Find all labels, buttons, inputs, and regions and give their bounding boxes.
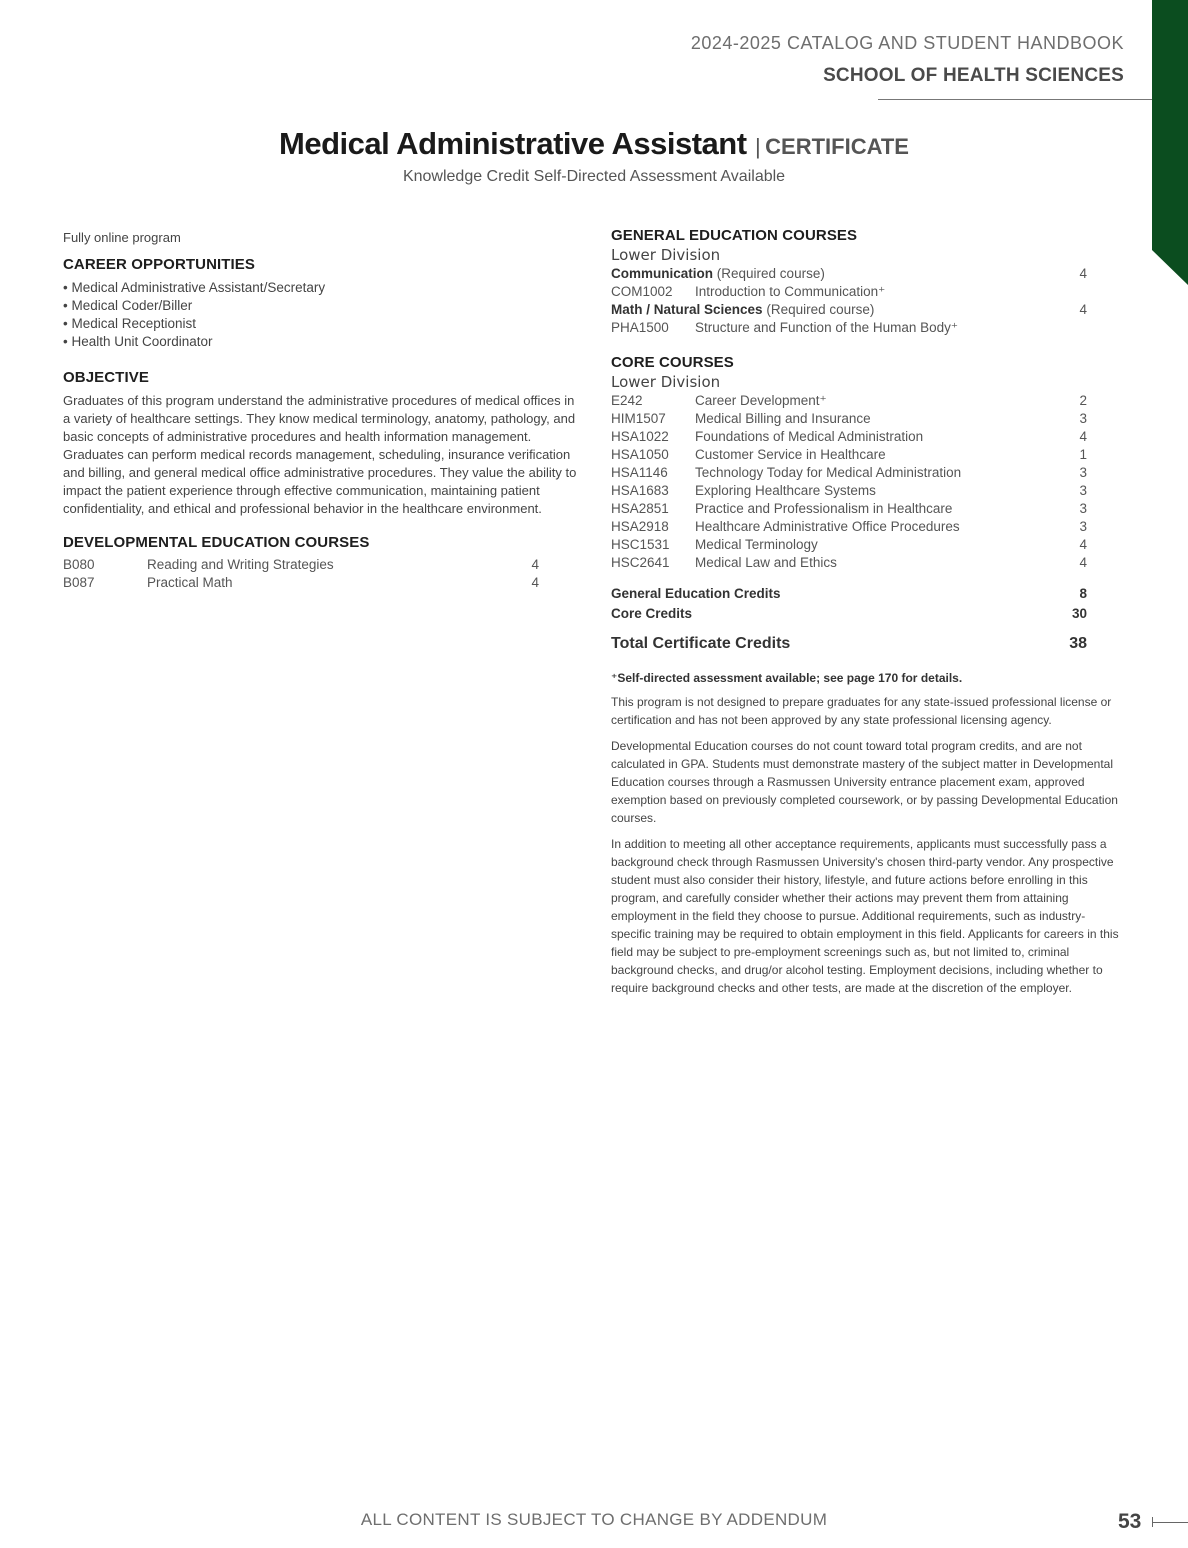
course-group-requirement: (Required course) xyxy=(716,266,825,281)
course-code: B087 xyxy=(63,575,95,590)
page-number-tick xyxy=(1152,1517,1153,1527)
gen-ed-table xyxy=(611,266,1087,338)
credit-totals xyxy=(611,583,1087,653)
total-credits-value: 38 xyxy=(1069,635,1087,652)
course-group-name: Math / Natural Sciences xyxy=(611,302,763,317)
career-item: • Medical Receptionist xyxy=(63,315,583,333)
course-name: Practice and Professionalism in Healthcare xyxy=(695,501,953,516)
course-name: Career Development⁺ xyxy=(695,393,827,408)
school-header: SCHOOL OF HEALTH SCIENCES xyxy=(823,65,1124,86)
course-name: Introduction to Communication⁺ xyxy=(695,284,886,299)
online-note: Fully online program xyxy=(63,230,181,245)
course-name: Structure and Function of the Human Body⁺ xyxy=(695,320,959,335)
course-name: Medical Terminology xyxy=(695,537,818,552)
course-credits: 3 xyxy=(1079,465,1087,480)
course-row xyxy=(63,557,539,575)
course-row xyxy=(611,465,1087,483)
course-row xyxy=(611,447,1087,465)
course-code: HSA1050 xyxy=(611,447,669,462)
course-credits: 3 xyxy=(1079,519,1087,534)
core-division: Lower Division xyxy=(611,373,721,391)
program-note: This program is not designed to prepare graduates for any state-issued professional license or certification and has not been approved by any state professional licensing agency. xyxy=(611,695,1112,727)
core-table xyxy=(611,393,1087,573)
course-code: B080 xyxy=(63,557,95,572)
self-directed-footnote: ⁺Self-directed assessment available; see page 170 for details. xyxy=(611,671,963,685)
course-name: Exploring Healthcare Systems xyxy=(695,483,876,498)
career-heading: CAREER OPPORTUNITIES xyxy=(63,256,256,273)
core-credits-value: 30 xyxy=(1071,605,1087,621)
course-code: HSA1683 xyxy=(611,483,669,498)
course-name: Practical Math xyxy=(147,575,233,590)
header-divider xyxy=(878,99,1152,100)
course-credits: 4 xyxy=(1079,555,1087,570)
program-note: Developmental Education courses do not count toward total program credits, and are not calculated in GPA. Students must demonstrate mastery of the subject matter in Developmental Education courses through a Rasmussen University entrance placement exam, approved exemption based on previously completed coursework, or by passing Developmental Education courses. xyxy=(611,739,1118,825)
program-subtitle: Knowledge Credit Self-Directed Assessment Available xyxy=(402,168,786,185)
course-row xyxy=(611,537,1087,555)
course-credits: 4 xyxy=(1079,429,1087,444)
course-code: HSA1022 xyxy=(611,429,669,444)
course-code: PHA1500 xyxy=(611,320,669,335)
course-name: Medical Billing and Insurance xyxy=(695,411,871,426)
course-credits: 3 xyxy=(1079,483,1087,498)
core-credits-row xyxy=(611,603,1087,623)
course-credits-empty xyxy=(1047,284,1087,302)
course-credits: 4 xyxy=(531,557,539,572)
gen-ed-credits-value: 8 xyxy=(1079,585,1087,601)
objective-heading: OBJECTIVE xyxy=(63,369,149,386)
program-note: In addition to meeting all other acceptance requirements, applicants must successfully pass a background check through Rasmussen University's chosen third-party vendor. Any prospective student must also consider their history, lifestyle, and future actions before enrolling in this program, and carefully consider whether their actions may prevent them from attaining employment in the field they choose to pursue. Additional requirements, such as industry-specific training may be required to obtain employment in this field. Applicants for careers in this field may be subject to pre-employment screenings such as, but not limited to, criminal background checks, and drug/or alcohol testing. Employment decisions, including whether to require background checks and other tests, are made at the discretion of the employer. xyxy=(611,837,1119,995)
course-credits: 4 xyxy=(531,575,539,590)
gen-ed-division: Lower Division xyxy=(611,246,721,264)
course-credits: 3 xyxy=(1079,411,1087,426)
course-group-row xyxy=(611,302,1087,320)
course-code: COM1002 xyxy=(611,284,673,299)
course-row xyxy=(611,555,1087,573)
course-row xyxy=(611,519,1087,537)
course-row xyxy=(611,411,1087,429)
dev-ed-heading: DEVELOPMENTAL EDUCATION COURSES xyxy=(63,534,370,551)
course-credits: 3 xyxy=(1079,501,1087,516)
course-code: HIM1507 xyxy=(611,411,666,426)
page-title xyxy=(0,126,1188,162)
course-name: Technology Today for Medical Administration xyxy=(695,465,962,480)
course-row xyxy=(611,483,1087,501)
left-column xyxy=(63,230,583,593)
course-group-name: Communication xyxy=(611,266,714,281)
course-code: HSC2641 xyxy=(611,555,670,570)
course-group-row xyxy=(611,266,1087,284)
course-group-credits: 4 xyxy=(1079,266,1087,281)
course-code: HSA2918 xyxy=(611,519,669,534)
course-group-cell xyxy=(611,266,1047,284)
gen-ed-heading: GENERAL EDUCATION COURSES xyxy=(611,227,858,244)
course-name: Customer Service in Healthcare xyxy=(695,447,886,462)
total-credits-label: Total Certificate Credits xyxy=(611,635,791,652)
course-row xyxy=(611,320,1087,338)
page-number: 53 xyxy=(1118,1510,1142,1533)
right-column xyxy=(611,227,1121,997)
course-row xyxy=(611,429,1087,447)
title-separator: | xyxy=(754,134,761,159)
course-name: Medical Law and Ethics xyxy=(695,555,837,570)
total-credits-row xyxy=(611,623,1087,653)
course-credits: 4 xyxy=(1079,537,1087,552)
course-row xyxy=(611,393,1087,411)
course-code: HSA2851 xyxy=(611,501,669,516)
course-group-cell xyxy=(611,302,1047,320)
program-type: CERTIFICATE xyxy=(765,134,909,159)
course-name: Healthcare Administrative Office Procedures xyxy=(695,519,960,534)
career-list xyxy=(63,279,583,351)
course-credits-empty xyxy=(1047,320,1087,338)
course-row xyxy=(63,575,539,593)
objective-text: Graduates of this program understand the administrative procedures of medical offices in a variety of healthcare settings. They know medical terminology, anatomy, pathology, and basic concepts of administrative procedures and health information management. Graduates can perform medical records management, scheduling, insurance verification and billing, and general medical office administrative procedures. They value the ability to impact the patient experience through effective communication, maintaining patient confidentiality, and ethical and professional behavior in the healthcare environment. xyxy=(63,393,577,516)
program-notes xyxy=(611,693,1121,997)
course-group-requirement: (Required course) xyxy=(766,302,875,317)
page-number-rule xyxy=(1152,1522,1188,1523)
course-credits: 1 xyxy=(1079,447,1087,462)
career-item: • Health Unit Coordinator xyxy=(63,333,583,351)
course-group-credits: 4 xyxy=(1079,302,1087,317)
gen-ed-credits-row xyxy=(611,583,1087,603)
course-credits: 2 xyxy=(1079,393,1087,408)
course-code: E242 xyxy=(611,393,643,408)
footer-disclaimer: ALL CONTENT IS SUBJECT TO CHANGE BY ADDENDUM xyxy=(360,1510,828,1529)
catalog-header: 2024-2025 CATALOG AND STUDENT HANDBOOK xyxy=(690,33,1124,53)
course-name: Foundations of Medical Administration xyxy=(695,429,924,444)
course-row xyxy=(611,284,1087,302)
course-row xyxy=(611,501,1087,519)
core-heading: CORE COURSES xyxy=(611,354,734,371)
program-title: Medical Administrative Assistant xyxy=(279,126,747,161)
gen-ed-credits-label: General Education Credits xyxy=(611,585,781,601)
dev-ed-table xyxy=(63,557,539,593)
course-code: HSA1146 xyxy=(611,465,668,480)
core-credits-label: Core Credits xyxy=(611,605,693,621)
course-code: HSC1531 xyxy=(611,537,670,552)
career-item: • Medical Coder/Biller xyxy=(63,297,583,315)
course-name: Reading and Writing Strategies xyxy=(147,557,334,572)
career-item: • Medical Administrative Assistant/Secretary xyxy=(63,279,583,297)
